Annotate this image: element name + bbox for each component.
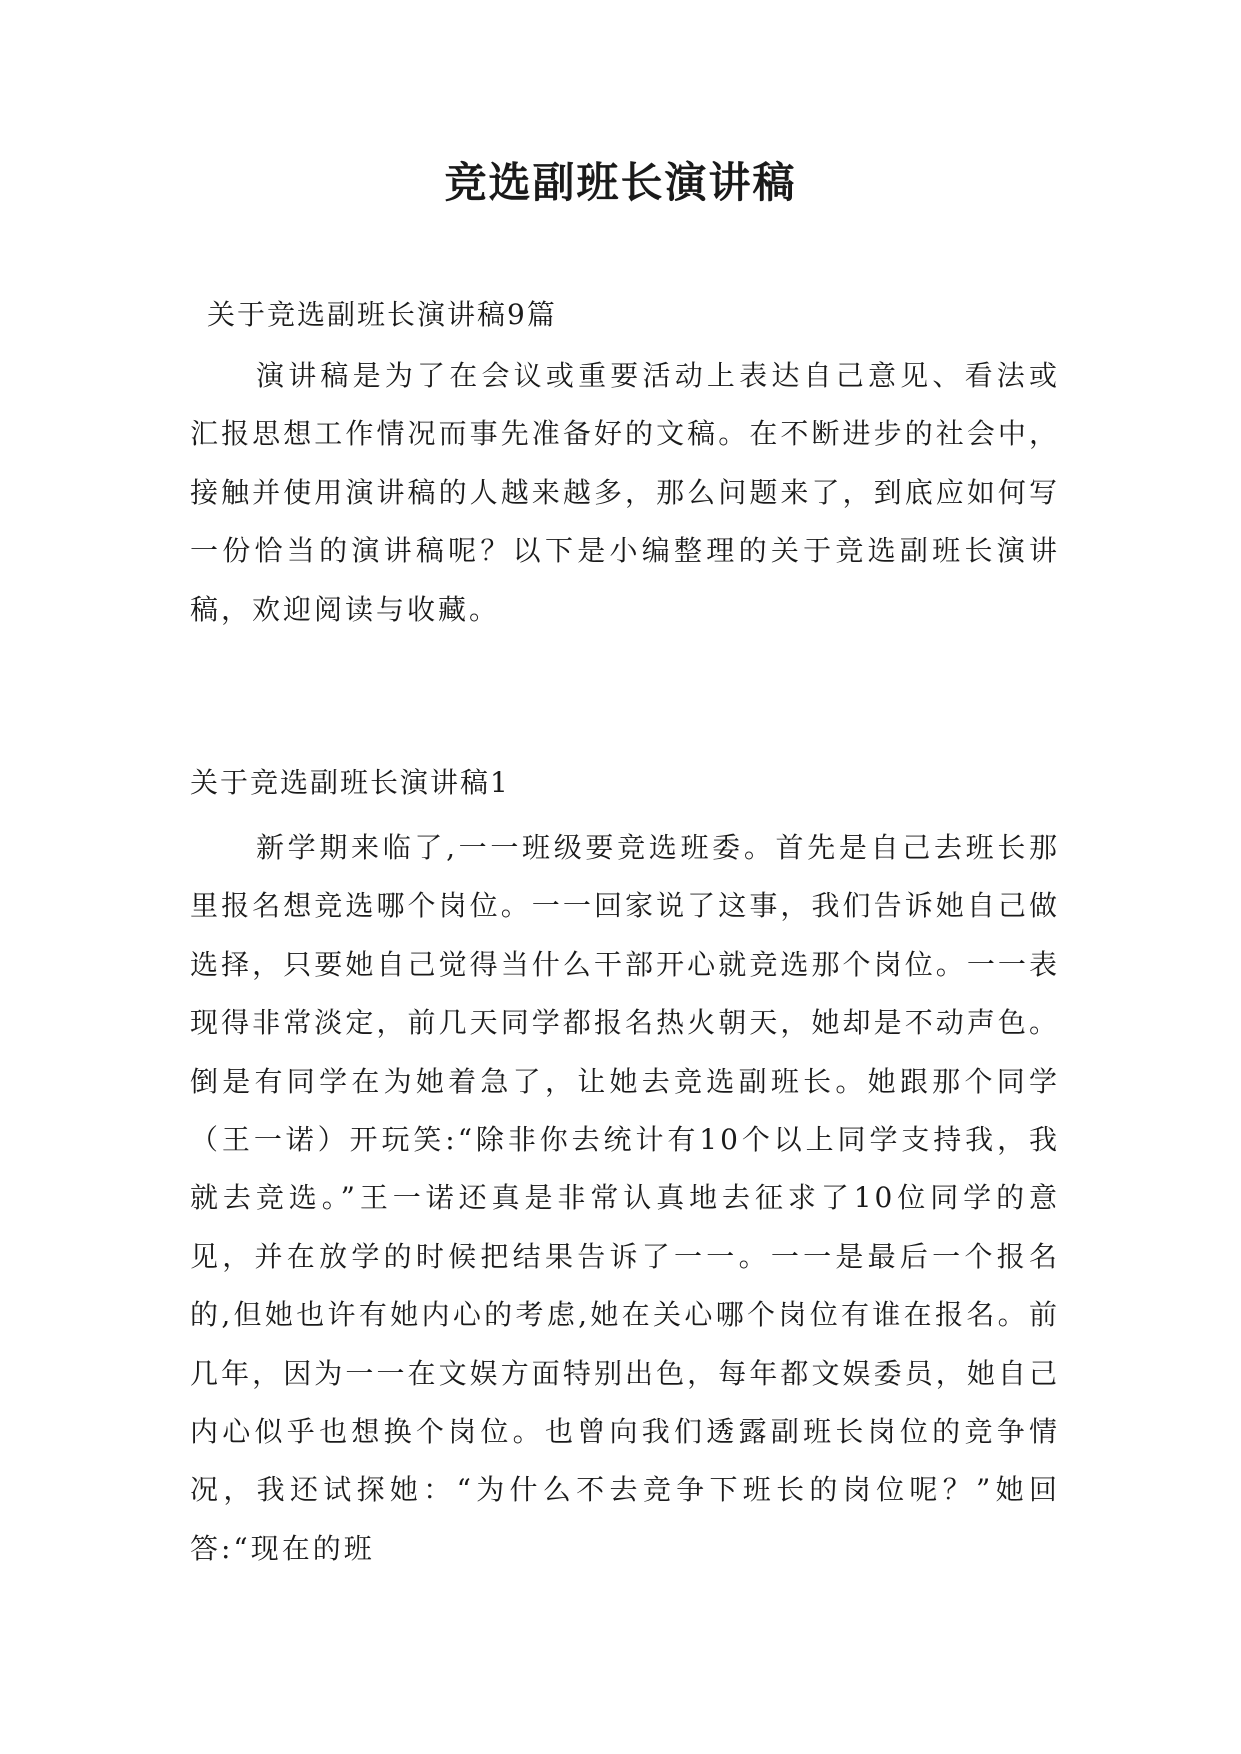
document-title: 竞选副班长演讲稿 — [444, 158, 797, 207]
section-heading: 关于竞选副班长演讲稿1 — [190, 766, 510, 799]
document-subtitle: 关于竞选副班长演讲稿9篇 — [207, 298, 557, 331]
intro-paragraph: 演讲稿是为了在会议或重要活动上表达自己意见、看法或汇报思想工作情况而事先准备好的文稿。在不断进步的社会中，接触并使用演讲稿的人越来越多，那么问题来了，到底应如何写一份恰当的演讲稿呢？以下是小编整理的关于竞选副班长演讲稿，欢迎阅读与收藏。 — [190, 359, 1060, 626]
section-body-paragraph: 新学期来临了,一一班级要竞选班委。首先是自己去班长那里报名想竞选哪个岗位。一一回家说了这事，我们告诉她自己做选择，只要她自己觉得当什么干部开心就竞选那个岗位。一一表现得非常淡定，前几天同学都报名热火朝天，她却是不动声色。倒是有同学在为她着急了，让她去竞选副班长。她跟那个同学（王一诺）开玩笑:“除非你去统计有10个以上同学支持我，我就去竞选。”王一诺还真是非常认真地去征求了10位同学的意见，并在放学的时候把结果告诉了一一。一一是最后一个报名的,但她也许有她内心的考虑,她在关心哪个岗位有谁在报名。前几年，因为一一在文娱方面特别出色，每年都文娱委员，她自己内心似乎也想换个岗位。也曾向我们透露副班长岗位的竞争情况，我还试探她：“为什么不去竞争下班长的岗位呢？”她回答:“现在的班 — [190, 831, 1060, 1565]
